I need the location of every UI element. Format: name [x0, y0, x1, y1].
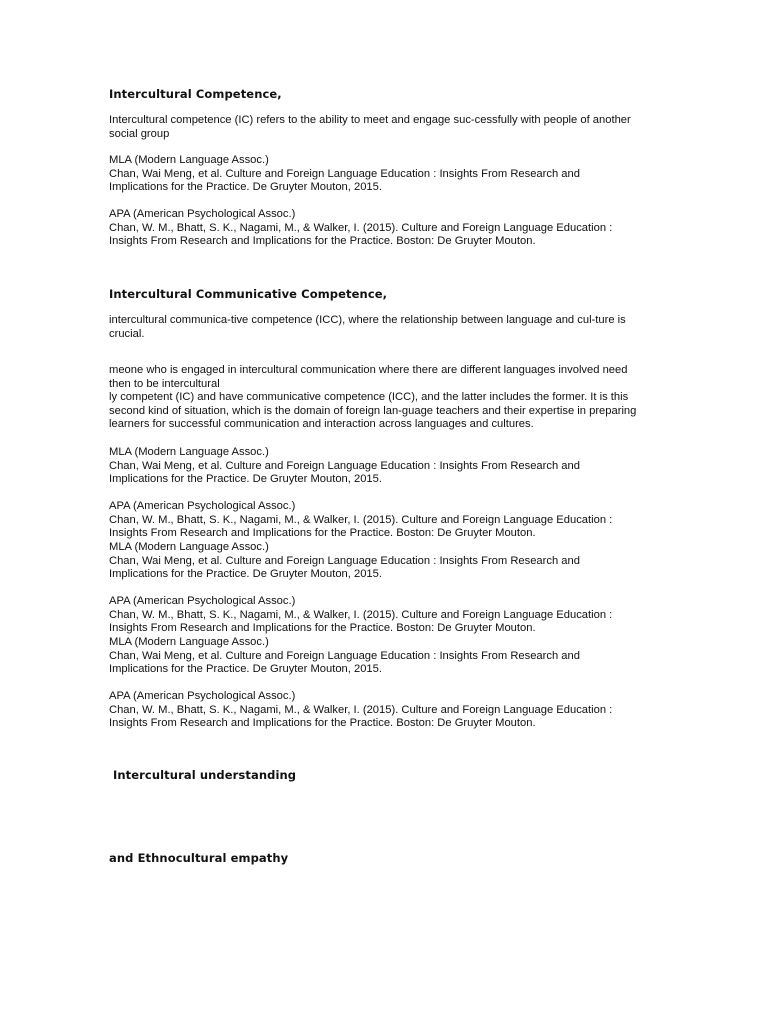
mla-citation: [109, 636, 669, 677]
apa-citation: [109, 208, 669, 249]
citation-line: Insights From Research and Implications for the Practice. Boston: De Gruyter Mouton.: [109, 235, 536, 247]
citation-line: Chan, Wai Meng, et al. Culture and Foreign Language Education : Insights From Research and: [109, 649, 580, 662]
section-heading-intercultural-communicative-competence: Intercultural Communicative Competence,: [109, 287, 388, 301]
citation-style-label: APA (American Psychological Assoc.): [109, 208, 296, 220]
citation-line: Chan, Wai Meng, et al. Culture and Foreign Language Education : Insights From Research and: [109, 459, 580, 472]
citation-line: Implications for the Practice. De Gruyter Mouton, 2015.: [109, 473, 382, 485]
section-heading-intercultural-understanding: Intercultural understanding: [113, 768, 297, 782]
citation-style-label: MLA (Modern Language Assoc.): [109, 154, 269, 166]
section-heading-ethnocultural-empathy: and Ethnocultural empathy: [109, 851, 289, 865]
text-line: learners for successful communication and interaction across languages and cultures.: [109, 418, 534, 430]
mla-citation: [109, 154, 669, 195]
citation-style-label: MLA (Modern Language Assoc.): [109, 541, 269, 553]
citation-style-label: MLA (Modern Language Assoc.): [109, 636, 269, 648]
citation-line: Insights From Research and Implications for the Practice. Boston: De Gruyter Mouton.: [109, 527, 536, 539]
text-line: crucial.: [109, 327, 145, 340]
citation-line: Insights From Research and Implications for the Practice. Boston: De Gruyter Mouton.: [109, 717, 536, 729]
section-heading-intercultural-competence: Intercultural Competence,: [109, 87, 282, 101]
citation-line: Chan, Wai Meng, et al. Culture and Foreign Language Education : Insights From Research and: [109, 167, 580, 180]
text-line: second kind of situation, which is the domain of foreign lan-guage teachers and their expertise in preparing: [109, 404, 637, 417]
text-line: intercultural communica-tive competence (ICC), where the relationship between language and cul-ture is: [109, 314, 626, 326]
text-line: ly competent (IC) and have communicative competence (ICC), and the latter includes the former. It is this: [109, 391, 629, 403]
text-line: then to be intercultural: [109, 377, 220, 390]
citation-line: Insights From Research and Implications for the Practice. Boston: De Gruyter Mouton.: [109, 622, 536, 634]
citation-style-label: MLA (Modern Language Assoc.): [109, 446, 269, 458]
mla-citation: [109, 446, 669, 487]
definition-paragraph: [109, 114, 669, 141]
text-line: social group: [109, 127, 170, 140]
citation-line: Implications for the Practice. De Gruyter Mouton, 2015.: [109, 568, 382, 580]
apa-citation: [109, 500, 669, 541]
text-line: Intercultural competence (IC) refers to the ability to meet and engage suc-cessfully with people of another: [109, 114, 631, 126]
citation-line: Implications for the Practice. De Gruyter Mouton, 2015.: [109, 663, 382, 675]
citation-style-label: APA (American Psychological Assoc.): [109, 595, 296, 607]
mla-citation: [109, 541, 669, 582]
citation-line: Chan, Wai Meng, et al. Culture and Foreign Language Education : Insights From Research and: [109, 554, 580, 567]
citation-line: Implications for the Practice. De Gruyter Mouton, 2015.: [109, 181, 382, 193]
apa-citation: [109, 690, 669, 731]
citation-line: Chan, W. M., Bhatt, S. K., Nagami, M., & Walker, I. (2015). Culture and Foreign Language Education :: [109, 608, 613, 621]
citation-line: Chan, W. M., Bhatt, S. K., Nagami, M., & Walker, I. (2015). Culture and Foreign Language Education :: [109, 513, 613, 526]
apa-citation: [109, 595, 669, 636]
citation-line: Chan, W. M., Bhatt, S. K., Nagami, M., & Walker, I. (2015). Culture and Foreign Language Education :: [109, 703, 613, 716]
excerpt-paragraph: [109, 364, 669, 432]
citation-line: Chan, W. M., Bhatt, S. K., Nagami, M., & Walker, I. (2015). Culture and Foreign Language Education :: [109, 221, 613, 234]
text-line: meone who is engaged in intercultural communication where there are different languages involved need: [109, 364, 628, 376]
citation-style-label: APA (American Psychological Assoc.): [109, 690, 296, 702]
definition-paragraph: [109, 314, 669, 341]
citation-style-label: APA (American Psychological Assoc.): [109, 500, 296, 512]
